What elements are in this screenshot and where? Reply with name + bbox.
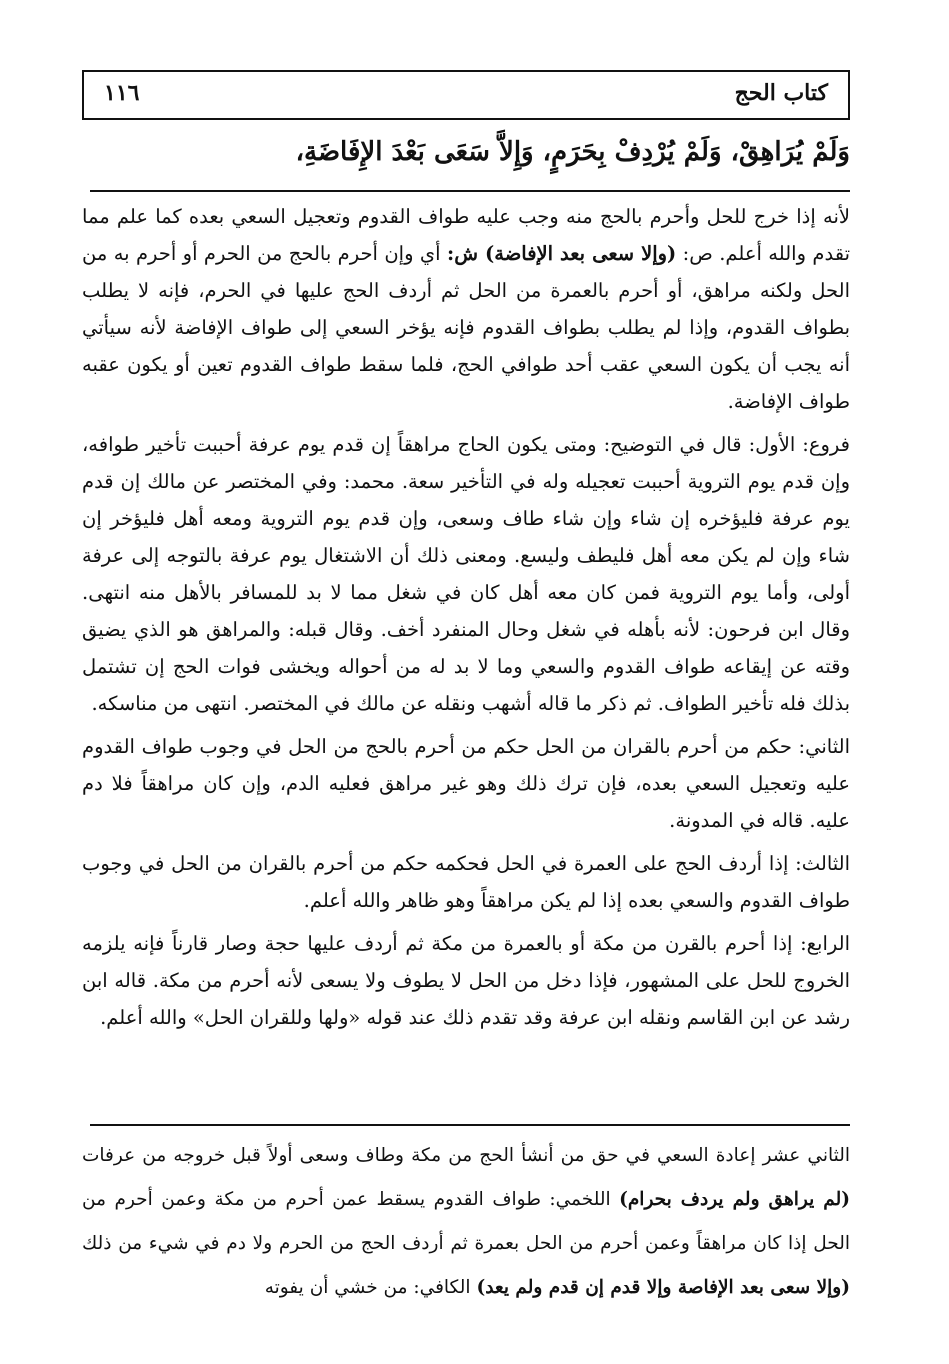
page-header (82, 70, 850, 120)
top-divider (90, 190, 850, 192)
text-span: الكافي: من خشي أن يفوته (264, 1277, 477, 1298)
text-span: فروع: الأول: قال في التوضيح: ومتى يكون الحاج مراهقاً إن قدم يوم عرفة أحببت تأخير طوافه، وإن قدم يوم التروية أحببت تعجيله وله في التأخير سعة. محمد: وفي المختصر عن مالك إن قدم يوم عرفة فليؤخره إن شاء وإن شاء طاف وسعى، وإن قدم يوم التروية ومعه أهل فليؤخر إن شاء وإن لم يكن معه أهل فليطف وليسع. ومعنى ذلك أن الاشتغال يوم عرفة بالتوجه إلى عرفة أولى، وأما يوم التروية فمن كان معه أهل كان في شغل مما لا بد للمسافر بالأهل منه انتهى. وقال ابن فرحون: لأنه بأهله في شغل وحال المنفرد أخف. وقال قبله: والمراهق هو الذي يضيق وقته عن إيقاعه طواف القدوم والسعي وما لا بد له من أحواله ويخشى فوات الحج إن تشتمل بذلك فله تأخير الطواف. ثم ذكر ما قاله أشهب ونقله عن مالك في المختصر. انتهى من مناسكه. (82, 433, 851, 715)
text-span: الثاني عشر إعادة السعي في حق من أنشأ الحج من مكة وطاف وسعى أولاً قبل خروجه من عرفات (82, 1145, 850, 1166)
bold-quote: (وإلا سعى بعد الإفاضة) ش: (447, 242, 677, 265)
matn-verse: وَلَمْ يُرَاهِقْ، وَلَمْ يُرْدِفْ بِحَرَمٍ، وَإِلاَّ سَعَى بَعْدَ الإِفَاضَةِ، (295, 137, 850, 167)
text-span: الرابع: إذا أحرم بالقرن من مكة أو بالعمرة من مكة ثم أردف عليها حجة وصار قارناً فإنه يلزمه الخروج للحل على المشهور، فإذا دخل من الحل لا يطوف ولا يسعى لأنه أحرم من مكة. قاله ابن رشد عن ابن القاسم ونقله ابن عرفة وقد تقدم ذلك عند قوله «ولها وللقران الحل» والله أعلم. (82, 932, 850, 1029)
footnote-divider (90, 1124, 850, 1126)
bold-quote: (وإلا سعى بعد الإفاصة وإلا قدم إن قدم ولم يعد) (476, 1277, 850, 1298)
text-span: أي وإن أحرم بالحج من الحرم أو أحرم به من الحل ولكنه مراهق، أو أحرم بالعمرة من الحل ثم أردف الحج عليها في الحرم، فإنه لا يطلب بطواف القدوم، وإذا لم يطلب بطواف القدوم فإنه يؤخر السعي إلى طواف الإفاضة لأنه سيأتي أنه يجب أن يكون السعي عقب أحد طوافي الحج، فلما سقط طواف القدوم تعين أو يكون عقبه طواف الإفاضة. (82, 242, 850, 413)
bold-quote: (لم يراهق ولم يردف بحرام) (619, 1189, 850, 1210)
text-span: لأنه إذا خرج للحل وأحرم بالحج منه وجب عليه طواف القدوم وتعجيل السعي بعده كما علم مما تقدم والله أعلم. ص: (82, 205, 850, 265)
text-span: الثالث: إذا أردف الحج على العمرة في الحل فحكمه حكم من أحرم بالقران من الحل في وجوب طواف القدوم والسعي بعده إذا لم يكن مراهقاً وهو ظاهر والله أعلم. (82, 852, 850, 912)
footnote-section (82, 1134, 850, 1310)
chapter-title: كتاب الحج (734, 80, 828, 106)
paragraph-furu-2 (82, 728, 850, 839)
text-span: الثاني: حكم من أحرم بالقران من الحل حكم من أحرم بالحج من الحل في وجوب طواف القدوم عليه وتعجيل السعي بعده، فإن ترك ذلك وهو غير مراهق فعليه الدم، وإن كان مراهقاً فلا دم عليه. قاله في المدونة. (82, 735, 850, 832)
page-number: ١١٦ (104, 80, 140, 106)
paragraph-furu-4 (82, 925, 850, 1036)
footnote-text (82, 1134, 850, 1310)
paragraph-furu-1 (82, 426, 850, 722)
commentary-body (82, 198, 850, 1042)
text-span: اللخمي: طواف القدوم يسقط عمن أحرم من مكة وعمن أحرم من الحل إذا كان مراهقاً وعمن أحرم من الحل بعمرة ثم أردف الحج من الحرم ولا دم في شيء من ذلك (82, 1189, 850, 1254)
paragraph-1 (82, 198, 850, 420)
paragraph-furu-3 (82, 845, 850, 919)
